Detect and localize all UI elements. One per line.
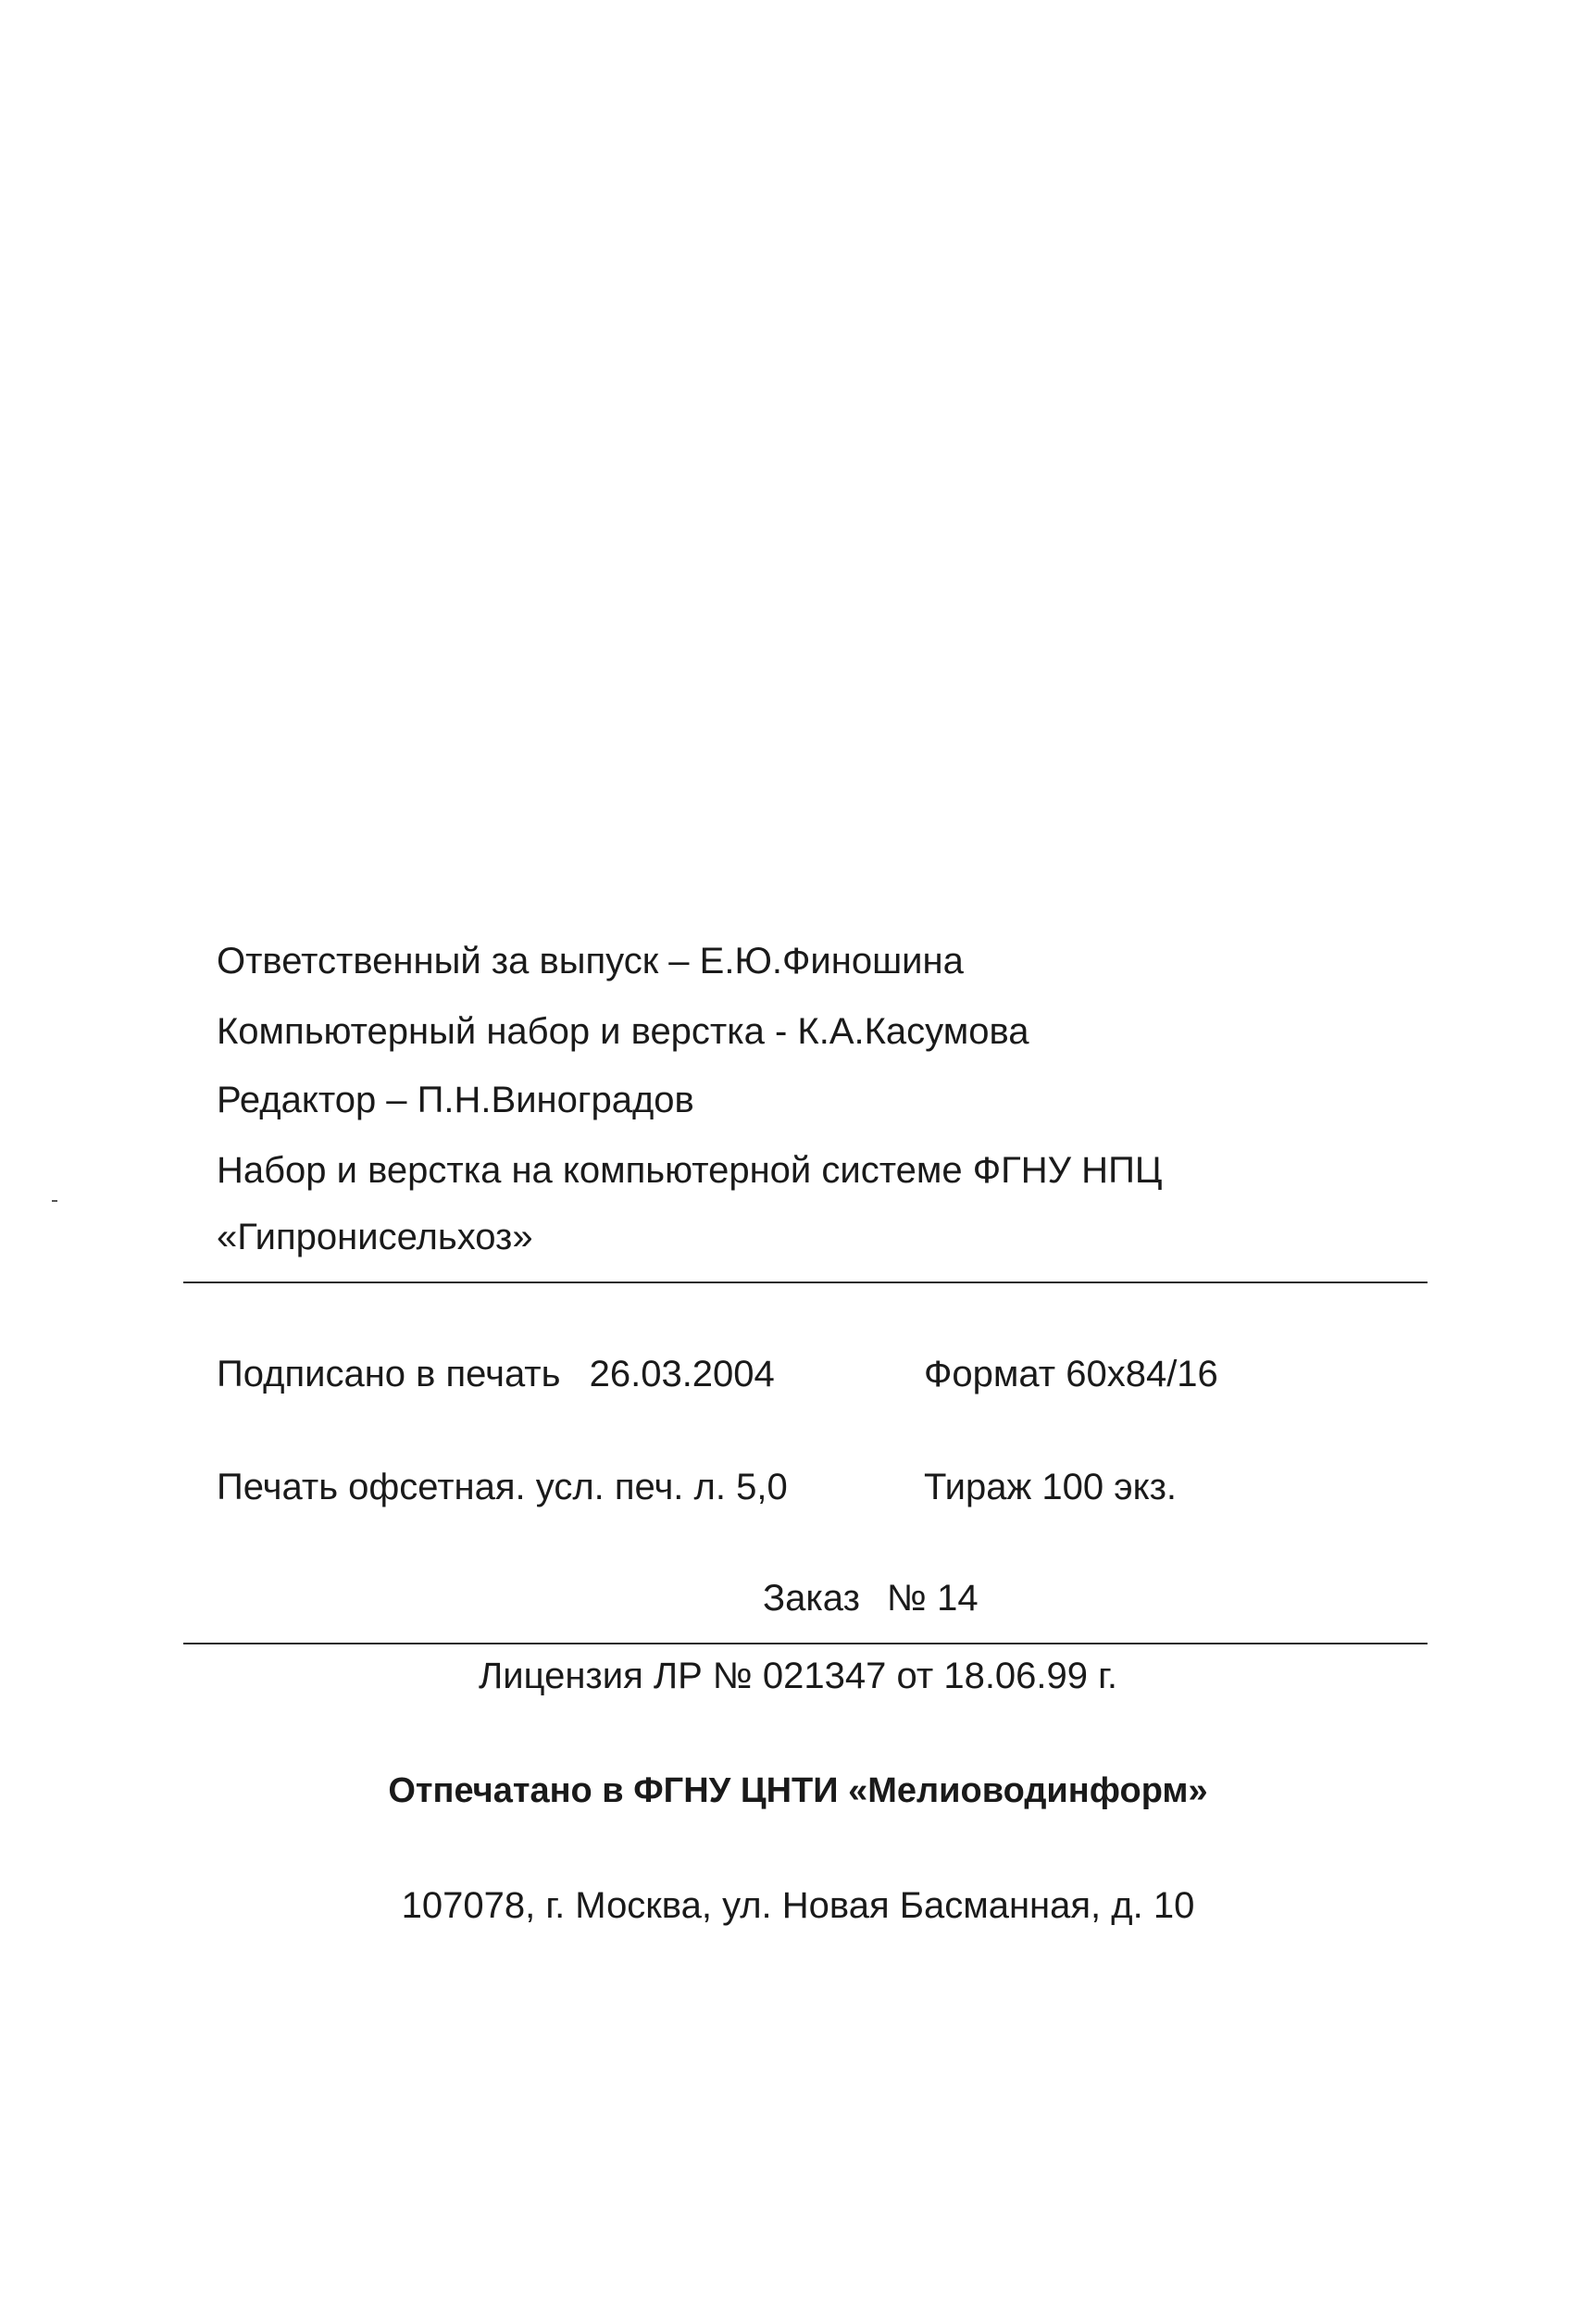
signed-date: 26.03.2004 (589, 1354, 775, 1394)
order-line (763, 1576, 979, 1620)
editor-line: Редактор – П.Н.Виноградов (217, 1080, 694, 1120)
divider-bottom (183, 1643, 1428, 1644)
signed-to-print (217, 1352, 775, 1396)
license-line: Лицензия ЛР № 021347 от 18.06.99 г. (479, 1656, 1117, 1696)
order-label: Заказ (763, 1578, 860, 1619)
printed-at-line: Отпечатано в ФГНУ ЦНТИ «Мелиоводинформ» (388, 1771, 1208, 1810)
circulation-line: Тираж 100 экз. (924, 1467, 1178, 1507)
scan-speck (52, 1200, 57, 1202)
typesetting-line: Компьютерный набор и верстка - К.А.Касумова (217, 1011, 1029, 1052)
system-line-2: «Гипронисельхоз» (217, 1217, 533, 1257)
signed-label: Подписано в печать (217, 1354, 561, 1394)
print-type-line: Печать офсетная. усл. печ. л. 5,0 (217, 1467, 788, 1507)
address-line: 107078, г. Москва, ул. Новая Басманная, д. 10 (401, 1885, 1195, 1926)
order-number: № 14 (887, 1578, 979, 1619)
system-line-1: Набор и верстка на компьютерной системе ФГНУ НПЦ (217, 1150, 1163, 1191)
divider-top (183, 1282, 1428, 1283)
responsible-line: Ответственный за выпуск – Е.Ю.Финошина (217, 941, 964, 981)
format-line: Формат 60x84/16 (924, 1354, 1218, 1394)
